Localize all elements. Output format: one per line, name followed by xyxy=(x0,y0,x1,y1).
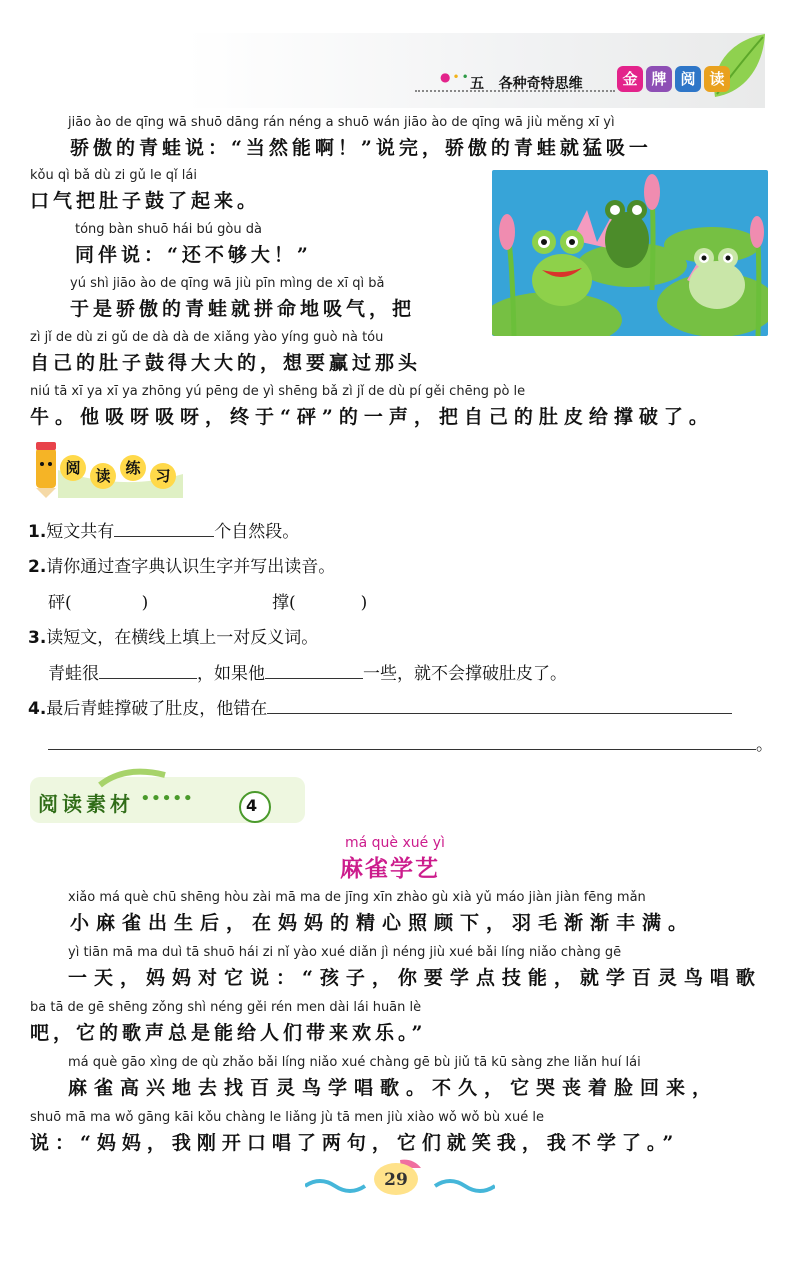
badge-char: 读 xyxy=(90,463,116,489)
answer-blank[interactable] xyxy=(114,536,214,537)
pinyin-line: má què gāo xìng de qù zhǎo bǎi líng niǎo xué chàng gē bù jiǔ tā kū sàng zhe liǎn huí lái xyxy=(68,1055,641,1070)
answer-blank[interactable] xyxy=(48,749,756,750)
brand-char: 金 xyxy=(617,66,643,92)
question-3-blanks: 青蛙很 ，如果他 一些，就不会撑破肚皮了。 xyxy=(48,664,567,684)
text-line: 口气把肚子鼓了起来。 xyxy=(30,190,261,212)
answer-blank[interactable] xyxy=(99,678,197,679)
text-line: 于是骄傲的青蛙就拼命地吸气，把 xyxy=(70,298,416,320)
pinyin-line: yú shì jiāo ào de qīng wā jiù pīn mìng de xī qì bǎ xyxy=(70,276,385,291)
answer-blank[interactable] xyxy=(267,713,732,714)
pinyin-line: ba tā de gē shēng zǒng shì néng gěi rén men dài lái huān lè xyxy=(30,1000,422,1015)
pinyin-line: niú tā xī ya xī ya zhōng yú pēng de yì shēng bǎ zì jǐ de dù pí gěi chēng pò le xyxy=(30,384,526,399)
pinyin-line: xiǎo má què chū shēng hòu zài mā ma de jīng xīn zhào gù xià yǔ máo jiàn jiàn fēng mǎn xyxy=(68,890,646,905)
unit-number: 五 xyxy=(470,76,484,92)
text-line: 骄傲的青蛙说：“当然能啊！”说完，骄傲的青蛙就猛吸一 xyxy=(70,137,652,159)
text-line: 吧，它的歌声总是能给人们带来欢乐。” xyxy=(30,1022,427,1044)
brand-char: 牌 xyxy=(646,66,672,92)
material-number: 4 xyxy=(246,796,258,815)
text-line: 说：“妈妈，我刚开口唱了两句，它们就笑我，我不学了。” xyxy=(30,1132,680,1154)
badge-char: 习 xyxy=(150,463,176,489)
question-1: 1.短文共有 个自然段。 xyxy=(28,522,300,542)
answer-blank[interactable] xyxy=(265,678,363,679)
text-line: 一天，妈妈对它说：“孩子，你要学点技能，就学百灵鸟唱歌 xyxy=(68,967,762,989)
question-3: 3.读短文，在横线上填上一对反义词。 xyxy=(28,628,319,648)
frog-illustration xyxy=(492,170,768,336)
brand-char: 阅 xyxy=(675,66,701,92)
material-title-badge: 阅读素材 ••••• xyxy=(38,788,194,816)
exercise-badge xyxy=(60,455,176,489)
question-2: 2.请你通过查字典认识生字并写出读音。 xyxy=(28,557,336,577)
story-title: 麻雀学艺 xyxy=(340,856,440,882)
page-number: 29 xyxy=(374,1163,418,1195)
char-1: 砰( ) xyxy=(48,593,149,613)
brand-logo xyxy=(617,66,730,92)
unit-title: 各种奇特思维 xyxy=(498,76,583,92)
pinyin-line: yì tiān mā ma duì tā shuō hái zi nǐ yào xué diǎn jì néng jiù xué bǎi líng niǎo chàng gē xyxy=(68,945,622,960)
pinyin-line: zì jǐ de dù zi gǔ de dà dà de xiǎng yào yíng guò nà tóu xyxy=(30,330,384,345)
badge-char: 练 xyxy=(120,455,146,481)
char-2: 撑( ) xyxy=(272,593,368,613)
pinyin-line: kǒu qì bǎ dù zi gǔ le qǐ lái xyxy=(30,168,197,183)
title-pinyin: má què xué yì xyxy=(345,835,445,851)
badge-char: 阅 xyxy=(60,455,86,481)
text-line: 同伴说：“还不够大！” xyxy=(75,244,312,266)
pinyin-line: shuō mā ma wǒ gāng kāi kǒu chàng le liǎng jù tā men jiù xiào wǒ wǒ bù xué le xyxy=(30,1110,544,1125)
brand-char: 读 xyxy=(704,66,730,92)
text-line: 牛。他吸呀吸呀，终于“砰”的一声，把自己的肚皮给撑破了。 xyxy=(30,406,714,428)
pinyin-line: tóng bàn shuō hái bú gòu dà xyxy=(75,222,262,237)
text-line: 自己的肚子鼓得大大的，想要赢过那头 xyxy=(30,352,422,374)
question-4-line2: 。 xyxy=(48,730,773,755)
text-line: 麻雀高兴地去找百灵鸟学唱歌。不久，它哭丧着脸回来， xyxy=(68,1077,719,1099)
header-dots: ●•• xyxy=(440,70,471,84)
question-4: 4.最后青蛙撑破了肚皮，他错在 xyxy=(28,694,732,719)
text-line: 小麻雀出生后，在妈妈的精心照顾下，羽毛渐渐丰满。 xyxy=(70,912,695,934)
pinyin-line: jiāo ào de qīng wā shuō dāng rán néng a shuō wán jiāo ào de qīng wā jiù měng xī yì xyxy=(68,115,615,130)
header-divider xyxy=(415,90,615,92)
